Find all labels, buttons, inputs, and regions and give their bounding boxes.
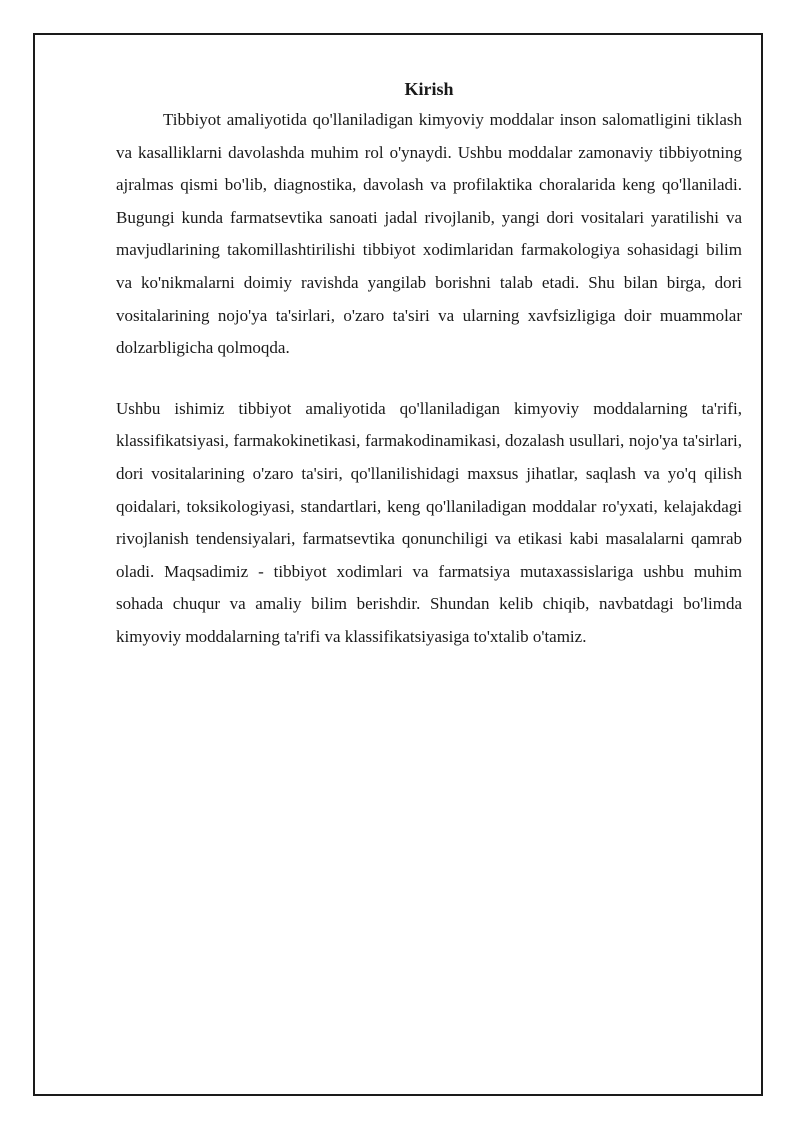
paragraph-intro: Tibbiyot amaliyotida qo'llaniladigan kimyoviy moddalar inson salomatligini tiklash va kasalliklarni davolashda muhim rol o'ynaydi. Ushbu moddalar zamonaviy tibbiyotning ajralmas qismi bo'lib, diagnostika, davolash va profilaktika choralarida keng qo'llaniladi. Bugungi kunda farmatsevtika sanoati jadal rivojlanib, yangi dori vositalari yaratilishi va mavjudlarining takomillashtirilishi tibbiyot xodimlaridan farmakologiya sohasidagi bilim va ko'nikmalarni doimiy ravishda yangilab borishni talab etadi. Shu bilan birga, dori vositalarining nojo'ya ta'sirlari, o'zaro ta'siri va ularning xavfsizligiga doir muammolar dolzarbligicha qolmoqda. [116,110,742,358]
document-title: Kirish [404,79,454,99]
document-body [116,76,742,654]
paragraph-scope: Ushbu ishimiz tibbiyot amaliyotida qo'llaniladigan kimyoviy moddalarning ta'rifi, klassifikatsiyasi, farmakokinetikasi, farmakodinamikasi, dozalash usullari, nojo'ya ta'sirlari, dori vositalarining o'zaro ta'siri, qo'llanilishidagi maxsus jihatlar, saqlash va yo'q qilish qoidalari, toksikologiyasi, standartlari, keng qo'llaniladigan moddalar ro'yxati, kelajakdagi rivojlanish tendensiyalari, farmatsevtika qonunchiligi va etikasi kabi masalalarni qamrab oladi. Maqsadimiz - tibbiyot xodimlari va farmatsiya mutaxassislariga ushbu muhim sohada chuqur va amaliy bilim berishdir. Shundan kelib chiqib, navbatdagi bo'limda kimyoviy moddalarning ta'rifi va klassifikatsiyasiga to'xtalib o'tamiz. [116,398,742,646]
paragraph-gap [116,365,742,393]
